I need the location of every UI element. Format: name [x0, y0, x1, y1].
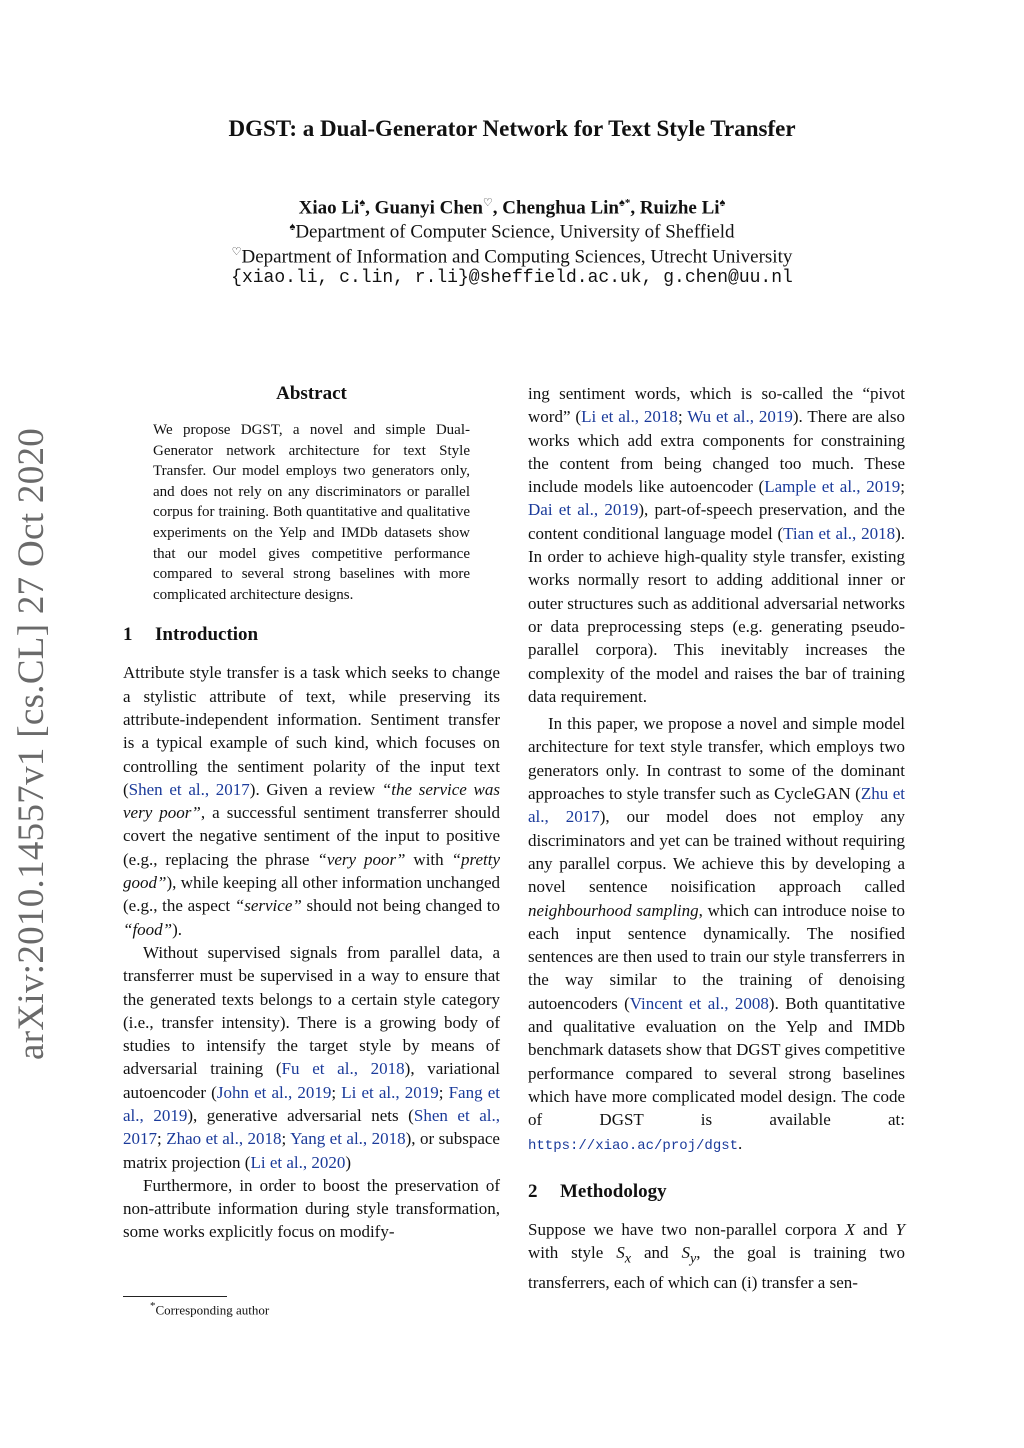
- affiliation-mark: ♠: [359, 197, 366, 209]
- citation-link[interactable]: Li et al., 2019: [341, 1082, 439, 1102]
- author-name: , Ruizhe Li: [630, 197, 720, 219]
- author-list: [0, 196, 1024, 219]
- section-number: 1: [123, 624, 133, 646]
- example-quote: “service”: [234, 896, 302, 916]
- example-quote: “very poor”: [317, 849, 406, 869]
- author-name: Xiao Li: [298, 197, 360, 219]
- citation-link[interactable]: Vincent et al., 2008: [629, 993, 769, 1013]
- citation-link[interactable]: Yang et al., 2018: [290, 1129, 406, 1149]
- emphasis-term: neighbourhood sampling: [528, 900, 699, 920]
- affiliation-mark: ♠*: [618, 197, 631, 209]
- citation-link[interactable]: Lample et al., 2019: [764, 477, 901, 497]
- affiliation-text: Department of Computer Science, University of Sheffield: [295, 221, 735, 243]
- author-name: , Guanyi Chen: [365, 197, 483, 219]
- left-column: [123, 382, 500, 1244]
- intro-paragraph-1: Attribute style transfer is a task which seeks to change a stylistic attribute of text, while preserving its attribute-independent information. Sentiment transfer is a typical example of such kind, which focuses on controlling the sentiment polarity of the input text (Shen et al., 2017). Given a review “the service was very poor”, a successful sentiment transferrer should covert the negative sentiment of the input to positive (e.g., replacing the phrase “very poor” with “pretty good”), while keeping all other information unchanged (e.g., the aspect “service” should not being changed to “food”).: [123, 663, 500, 939]
- code-url-link[interactable]: https://xiao.ac/proj/dgst: [528, 1137, 739, 1154]
- citation-link[interactable]: Wu et al., 2019: [687, 407, 793, 427]
- section-title: Methodology: [560, 1180, 667, 1202]
- section-number: 2: [528, 1180, 538, 1202]
- abstract-body: We propose DGST, a novel and simple Dual-Generator network architecture for text Style Transfer. Our model employs two generators only, and does not rely on any discriminators or parallel corpus for training. Both quantitative and qualitative experiments on the Yelp and IMDb datasets show that our model gives competitive performance compared to several strong baselines with more complicated architecture designs.: [153, 422, 470, 603]
- math-symbol: Y: [895, 1219, 906, 1239]
- author-emails: {xiao.li, c.lin, r.li}@sheffield.ac.uk, g.chen@uu.nl: [231, 268, 793, 288]
- intro-paragraph-4: ing sentiment words, which is so-called the “pivot word” (Li et al., 2018; Wu et al., 2019). There are also works which add extra components for constraining the content from being changed too much. These include models like autoencoder (Lample et al., 2019; Dai et al., 2019), part-of-speech preservation, and the content conditional language model (Tian et al., 2018). In order to achieve high-quality style transfer, existing works normally resort to adding additional inner or outer structures such as additional adversarial networks or data preprocessing steps (e.g. generating pseudo-parallel corpora). This inevitably increases the complexity of the model and raises the bar of training data requirement.: [528, 384, 905, 706]
- footnote-mark: *: [150, 1300, 156, 1312]
- section-heading-methodology: [528, 1180, 905, 1204]
- paper-title: DGST: a Dual-Generator Network for Text Style Transfer: [228, 116, 796, 141]
- citation-link[interactable]: John et al., 2019: [216, 1082, 332, 1102]
- citation-link[interactable]: Li et al., 2018: [581, 407, 678, 427]
- citation-link[interactable]: Tian et al., 2018: [783, 523, 896, 543]
- affiliation-sheffield: [0, 221, 1024, 243]
- math-symbol: X: [844, 1219, 856, 1239]
- math-subscript: y: [689, 1250, 697, 1267]
- citation-link[interactable]: Zhu et al., 2017: [528, 784, 906, 827]
- citation-link[interactable]: Dai et al., 2019: [528, 500, 639, 520]
- section-heading-introduction: [123, 623, 500, 647]
- example-quote: “pretty good”: [123, 849, 500, 893]
- math-subscript: x: [624, 1250, 632, 1267]
- intro-paragraph-2: Without supervised signals from parallel data, a transferrer must be supervised in a way to ensure that the generated texts belongs to a certain style category (i.e., transfer intensity). There is a growing body of studies to intensify the target style by means of adversarial training (Fu et al., 2018), variational autoencoder (John et al., 2019; Li et al., 2019; Fang et al., 2019), generative adversarial nets (Shen et al., 2017; Zhao et al., 2018; Yang et al., 2018), or subspace matrix projection (Li et al., 2020): [123, 942, 500, 1172]
- section-title: Introduction: [155, 624, 259, 646]
- citation-link[interactable]: Zhao et al., 2018: [166, 1129, 282, 1149]
- citation-link[interactable]: Fu et al., 2018: [281, 1059, 405, 1079]
- right-column: [528, 382, 905, 1294]
- citation-link[interactable]: Shen et al., 2017: [123, 1105, 500, 1149]
- affiliation-mark: ♠: [289, 221, 296, 233]
- citation-link[interactable]: Fang et al., 2019: [123, 1082, 500, 1125]
- footnote-text: Corresponding author: [155, 1302, 270, 1318]
- affiliation-text: Department of Information and Computing Sciences, Utrecht University: [241, 246, 793, 268]
- math-symbol: S: [616, 1243, 625, 1263]
- abstract-heading: Abstract: [276, 383, 347, 404]
- affiliation-mark: ♠: [719, 197, 726, 209]
- affiliation-utrecht: [0, 245, 1024, 268]
- arxiv-side-stamp: arXiv:2010.14557v1 [cs.CL] 27 Oct 2020: [11, 427, 52, 1060]
- footnote-rule: [123, 1296, 227, 1297]
- example-quote: “the service was very poor”: [123, 779, 500, 823]
- affiliation-mark: ♡: [482, 197, 493, 209]
- intro-paragraph-3: Furthermore, in order to boost the preservation of non-attribute information during style transformation, some works explicitly focus on modify-: [123, 1175, 500, 1242]
- author-name: , Chenghua Lin: [492, 197, 619, 219]
- math-symbol: S: [681, 1243, 690, 1263]
- intro-paragraph-5: In this paper, we propose a novel and simple model architecture for text style transfer, which employs two generators only. In contrast to some of the dominant approaches to style transfer such as CycleGAN (Zhu et al., 2017), our model does not employ any discriminators and yet can be trained without requiring any parallel corpus. We achieve this by developing a novel sentence noisification approach called neighbourhood sampling, which can introduce noise to each input sentence dynamically. The nosified sentences are then used to train our style transferrers in the way similar to the training of denoising autoencoders (Vincent et al., 2008). Both quantitative and qualitative evaluation on the Yelp and IMDb benchmark datasets show that DGST gives competitive performance compared to several strong baselines which have more complicated model design. The code of DGST is available at: https://xiao.ac/proj/dgst.: [528, 714, 906, 1154]
- citation-link[interactable]: Shen et al., 2017: [128, 779, 250, 799]
- citation-link[interactable]: Li et al., 2020: [250, 1152, 346, 1172]
- example-quote: “food”: [123, 919, 173, 939]
- affiliation-mark: ♡: [231, 246, 242, 258]
- methodology-paragraph-1: Suppose we have two non-parallel corpora X and Y with style $S_x$ and $S_y$, the goal is training two transferrers, each of which can (i) transfer a sen-: [528, 1219, 906, 1292]
- footnote: [150, 1300, 269, 1318]
